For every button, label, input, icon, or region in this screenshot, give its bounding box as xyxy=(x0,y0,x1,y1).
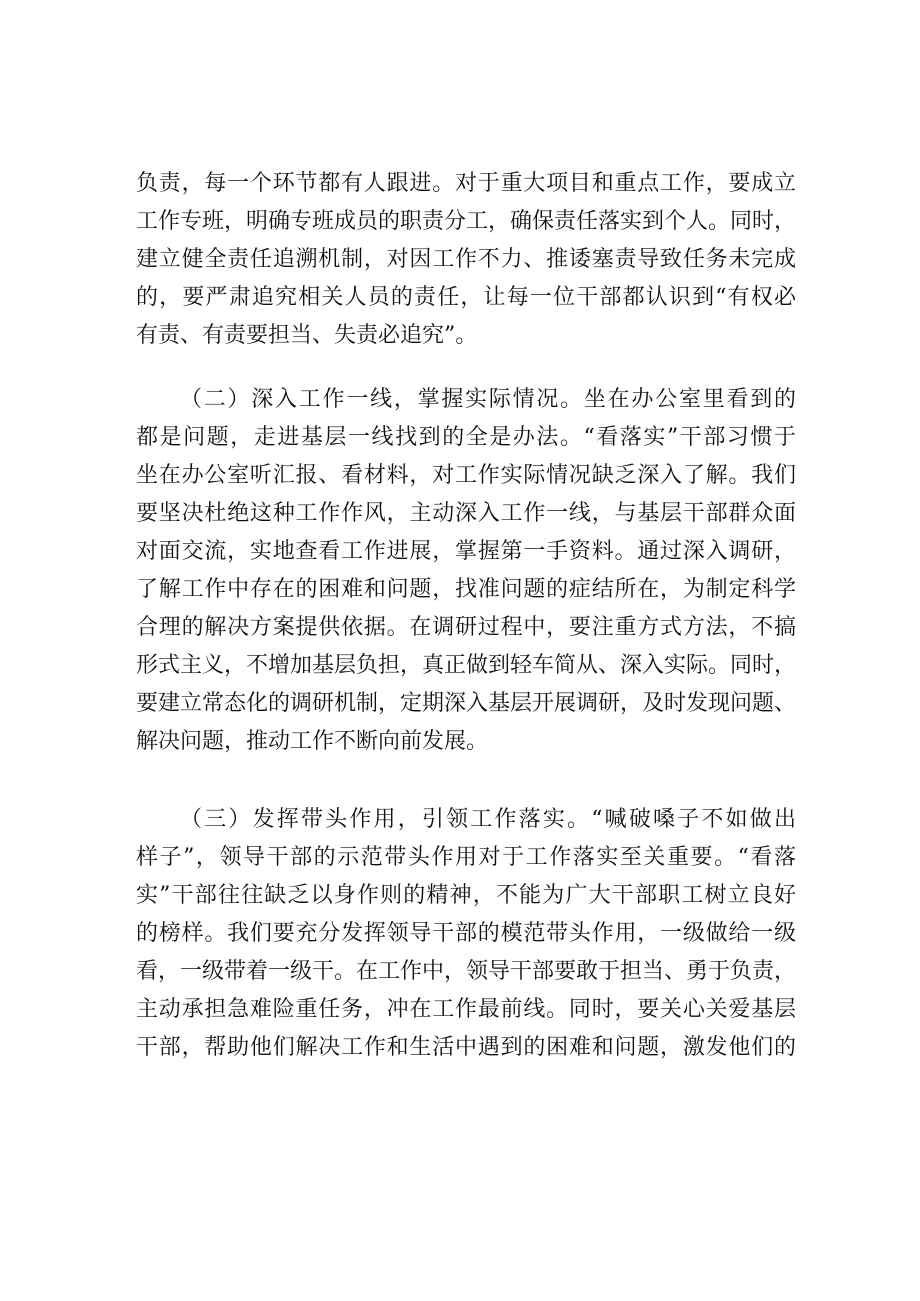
paragraph-line: 解决问题，推动工作不断向前发展。 xyxy=(136,729,489,754)
paragraph-line: 样子”，领导干部的示范带头作用对于工作落实至关重要。“看落 xyxy=(136,845,796,870)
paragraph-line: 干部，帮助他们解决工作和生活中遇到的困难和问题，激发他们的 xyxy=(136,1035,796,1060)
paragraph-line: 坐在办公室听汇报、看材料，对工作实际情况缺乏深入了解。我们 xyxy=(136,463,796,488)
paragraph-line: 实”干部往往缺乏以身作则的精神，不能为广大干部职工树立良好 xyxy=(136,883,796,908)
paragraph-heading-line: （二）深入工作一线，掌握实际情况。坐在办公室里看到的 xyxy=(180,387,796,412)
paragraph-line: 工作专班，明确专班成员的职责分工，确保责任落实到个人。同时， xyxy=(136,209,796,234)
paragraph-line: 看，一级带着一级干。在工作中，领导干部要敢于担当、勇于负责， xyxy=(136,959,796,984)
paragraph-line: 都是问题，走进基层一线找到的全是办法。“看落实”干部习惯于 xyxy=(136,425,796,450)
paragraph-line: 负责，每一个环节都有人跟进。对于重大项目和重点工作，要成立 xyxy=(136,171,796,196)
paragraph-line: 了解工作中存在的困难和问题，找准问题的症结所在，为制定科学 xyxy=(136,577,796,602)
paragraph-line: 要坚决杜绝这种工作作风，主动深入工作一线，与基层干部群众面 xyxy=(136,501,796,526)
paragraph-line: 形式主义，不增加基层负担，真正做到轻车简从、深入实际。同时， xyxy=(136,653,796,678)
paragraph-line: 建立健全责任追溯机制，对因工作不力、推诿塞责导致任务未完成 xyxy=(136,247,796,272)
paragraph-line: 的榜样。我们要充分发挥领导干部的模范带头作用，一级做给一级 xyxy=(136,921,796,946)
paragraph-line: 要建立常态化的调研机制，定期深入基层开展调研，及时发现问题、 xyxy=(136,691,796,716)
paragraph-line: 主动承担急难险重任务，冲在工作最前线。同时，要关心关爱基层 xyxy=(136,997,796,1022)
paragraph-line: 合理的解决方案提供依据。在调研过程中，要注重方式方法，不搞 xyxy=(136,615,796,640)
paragraph-heading-line: （三）发挥带头作用，引领工作落实。“喊破嗓子不如做出 xyxy=(180,807,796,832)
paragraph-line: 有责、有责要担当、失责必追究”。 xyxy=(136,323,478,348)
paragraph-line: 的，要严肃追究相关人员的责任，让每一位干部都认识到“有权必 xyxy=(136,285,796,310)
paragraph-line: 对面交流，实地查看工作进展，掌握第一手资料。通过深入调研， xyxy=(136,539,796,564)
